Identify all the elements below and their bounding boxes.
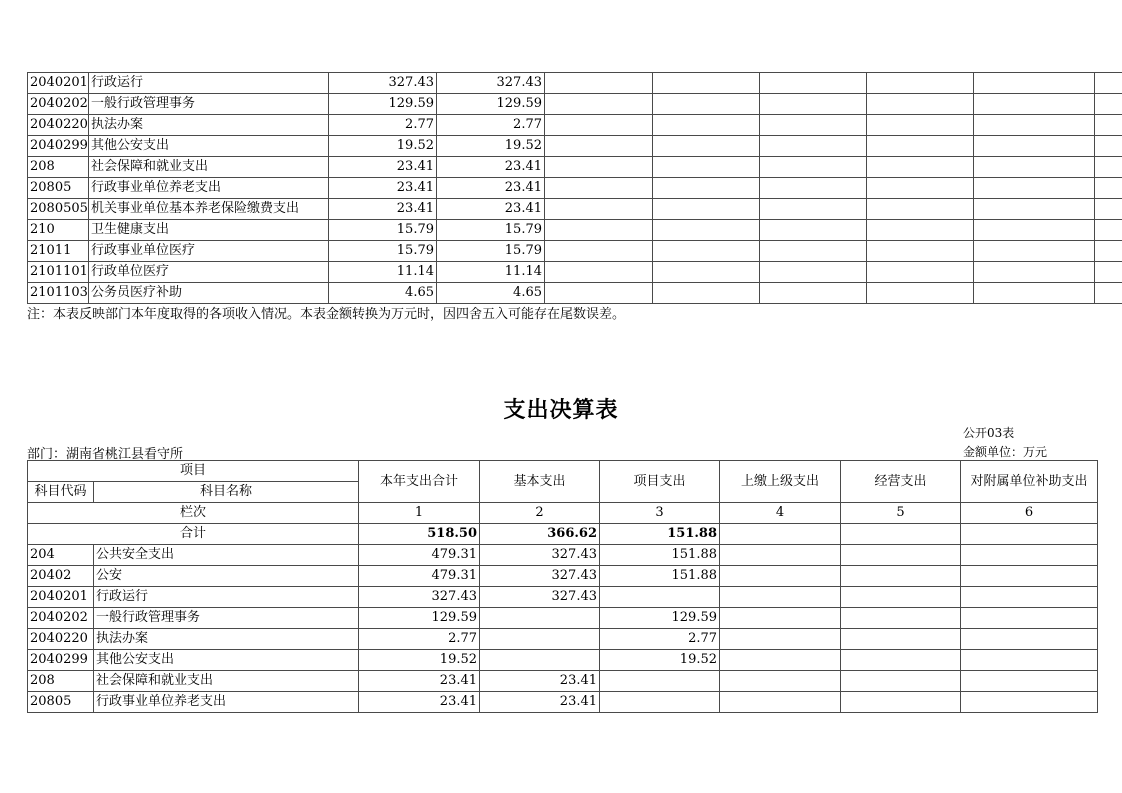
empty-cell	[545, 262, 653, 283]
empty-cell	[867, 94, 974, 115]
empty-cell	[867, 241, 974, 262]
empty-cell	[760, 136, 867, 157]
empty-cell	[720, 587, 841, 608]
empty-cell	[961, 566, 1098, 587]
empty-cell	[545, 178, 653, 199]
empty-cell	[867, 283, 974, 304]
empty-cell	[867, 178, 974, 199]
empty-cell	[974, 262, 1095, 283]
empty-cell	[974, 136, 1095, 157]
empty-cell	[760, 178, 867, 199]
table-row	[28, 608, 1098, 629]
col-number: 2	[480, 503, 600, 524]
empty-cell	[841, 587, 961, 608]
empty-cell	[867, 136, 974, 157]
subject-code: 210	[28, 220, 89, 241]
subject-name: 一般行政管理事务	[89, 94, 329, 115]
subject-name: 行政运行	[94, 587, 359, 608]
amount-cell: 23.41	[329, 178, 437, 199]
total-cell: 479.31	[359, 545, 480, 566]
empty-cell	[974, 220, 1095, 241]
empty-cell	[974, 157, 1095, 178]
table-row	[28, 566, 1098, 587]
empty-cell	[867, 157, 974, 178]
table-row	[28, 157, 1122, 178]
empty-cell	[974, 94, 1095, 115]
total-cell: 327.43	[359, 587, 480, 608]
amount-cell: 23.41	[329, 157, 437, 178]
amount-cell: 23.41	[437, 178, 545, 199]
empty-cell	[961, 650, 1098, 671]
empty-cell	[974, 283, 1095, 304]
header-project: 项目支出	[600, 461, 720, 503]
basic-cell	[480, 650, 600, 671]
page-title: 支出决算表	[503, 397, 619, 423]
empty-cell	[760, 73, 867, 94]
empty-cell	[653, 199, 760, 220]
empty-cell	[1095, 283, 1122, 304]
empty-cell	[720, 545, 841, 566]
subject-code: 2080505	[28, 199, 89, 220]
subject-code: 2040201	[28, 73, 89, 94]
table-row	[28, 671, 1098, 692]
amount-cell: 23.41	[329, 199, 437, 220]
empty-cell	[760, 199, 867, 220]
project-cell: 19.52	[600, 650, 720, 671]
empty-cell	[720, 671, 841, 692]
subject-name: 社会保障和就业支出	[89, 157, 329, 178]
empty-cell	[1095, 241, 1122, 262]
subject-code: 208	[28, 157, 89, 178]
basic-cell: 23.41	[480, 671, 600, 692]
sum-upper	[720, 524, 841, 545]
empty-cell	[545, 115, 653, 136]
empty-cell	[841, 608, 961, 629]
empty-cell	[841, 650, 961, 671]
table-row	[28, 692, 1098, 713]
table-row	[28, 629, 1098, 650]
empty-cell	[545, 73, 653, 94]
project-cell: 151.88	[600, 545, 720, 566]
col-number: 3	[600, 503, 720, 524]
subject-name: 公务员医疗补助	[89, 283, 329, 304]
empty-cell	[760, 157, 867, 178]
subject-code: 2040202	[28, 608, 94, 629]
empty-cell	[841, 566, 961, 587]
subject-name: 行政事业单位医疗	[89, 241, 329, 262]
empty-cell	[720, 608, 841, 629]
subject-code: 2040220	[28, 629, 94, 650]
empty-cell	[961, 629, 1098, 650]
empty-cell	[1095, 262, 1122, 283]
empty-cell	[867, 262, 974, 283]
empty-cell	[653, 115, 760, 136]
table-row	[28, 73, 1122, 94]
subject-name: 一般行政管理事务	[94, 608, 359, 629]
project-cell: 2.77	[600, 629, 720, 650]
header-item: 项目	[28, 461, 359, 482]
total-cell: 23.41	[359, 692, 480, 713]
empty-cell	[653, 178, 760, 199]
empty-cell	[545, 283, 653, 304]
header-code: 科目代码	[28, 482, 94, 503]
table-row	[28, 136, 1122, 157]
empty-cell	[1095, 178, 1122, 199]
empty-cell	[961, 587, 1098, 608]
amount-cell: 327.43	[329, 73, 437, 94]
header-total: 本年支出合计	[359, 461, 480, 503]
header-business: 经营支出	[841, 461, 961, 503]
expense-table	[27, 460, 1098, 713]
subject-code: 2040201	[28, 587, 94, 608]
subject-name: 公共安全支出	[94, 545, 359, 566]
project-cell	[600, 692, 720, 713]
amount-cell: 15.79	[437, 241, 545, 262]
table-row	[28, 241, 1122, 262]
empty-cell	[760, 115, 867, 136]
basic-cell: 23.41	[480, 692, 600, 713]
table-row	[28, 283, 1122, 304]
empty-cell	[867, 73, 974, 94]
sum-total: 518.50	[359, 524, 480, 545]
empty-cell	[653, 73, 760, 94]
amount-cell: 4.65	[329, 283, 437, 304]
col-number: 5	[841, 503, 961, 524]
project-cell: 151.88	[600, 566, 720, 587]
empty-cell	[760, 262, 867, 283]
empty-cell	[1095, 220, 1122, 241]
amount-cell: 23.41	[437, 199, 545, 220]
basic-cell: 327.43	[480, 587, 600, 608]
sum-basic: 366.62	[480, 524, 600, 545]
empty-cell	[720, 650, 841, 671]
department-label: 部门：湖南省桃江县看守所	[27, 447, 184, 462]
amount-cell: 15.79	[329, 241, 437, 262]
subject-code: 2101103	[28, 283, 89, 304]
empty-cell	[545, 157, 653, 178]
subject-name: 行政运行	[89, 73, 329, 94]
total-cell: 23.41	[359, 671, 480, 692]
col-number: 1	[359, 503, 480, 524]
col-number: 6	[961, 503, 1098, 524]
subject-name: 机关事业单位基本养老保险缴费支出	[89, 199, 329, 220]
subject-name: 其他公安支出	[89, 136, 329, 157]
amount-cell: 11.14	[329, 262, 437, 283]
amount-cell: 23.41	[437, 157, 545, 178]
subject-code: 2040202	[28, 94, 89, 115]
income-table	[27, 72, 1122, 304]
subject-code: 20805	[28, 692, 94, 713]
table-row	[28, 587, 1098, 608]
empty-cell	[1095, 94, 1122, 115]
header-col-index: 栏次	[28, 503, 359, 524]
subject-name: 卫生健康支出	[89, 220, 329, 241]
table-row	[28, 94, 1122, 115]
empty-cell	[653, 283, 760, 304]
sum-project: 151.88	[600, 524, 720, 545]
empty-cell	[760, 283, 867, 304]
empty-cell	[1095, 115, 1122, 136]
empty-cell	[974, 199, 1095, 220]
header-basic: 基本支出	[480, 461, 600, 503]
amount-unit: 金额单位：万元	[963, 445, 1048, 459]
subject-name: 其他公安支出	[94, 650, 359, 671]
empty-cell	[760, 94, 867, 115]
table-row	[28, 178, 1122, 199]
subject-code: 2040299	[28, 650, 94, 671]
empty-cell	[653, 220, 760, 241]
empty-cell	[760, 241, 867, 262]
empty-cell	[653, 157, 760, 178]
empty-cell	[760, 220, 867, 241]
header-subsidy: 对附属单位补助支出	[961, 461, 1098, 503]
subject-code: 20402	[28, 566, 94, 587]
header-name: 科目名称	[94, 482, 359, 503]
subject-name: 行政事业单位养老支出	[94, 692, 359, 713]
amount-cell: 2.77	[329, 115, 437, 136]
subject-name: 行政事业单位养老支出	[89, 178, 329, 199]
empty-cell	[974, 115, 1095, 136]
empty-cell	[974, 241, 1095, 262]
empty-cell	[545, 94, 653, 115]
amount-cell: 19.52	[437, 136, 545, 157]
empty-cell	[961, 671, 1098, 692]
empty-cell	[961, 608, 1098, 629]
subject-code: 208	[28, 671, 94, 692]
empty-cell	[841, 692, 961, 713]
subject-name: 社会保障和就业支出	[94, 671, 359, 692]
empty-cell	[653, 94, 760, 115]
empty-cell	[867, 220, 974, 241]
sum-row	[28, 524, 1098, 545]
col-number: 4	[720, 503, 841, 524]
empty-cell	[841, 545, 961, 566]
empty-cell	[974, 73, 1095, 94]
table-row	[28, 220, 1122, 241]
subject-code: 21011	[28, 241, 89, 262]
sum-subsidy	[961, 524, 1098, 545]
sum-label: 合计	[28, 524, 359, 545]
table-row	[28, 199, 1122, 220]
empty-cell	[545, 136, 653, 157]
total-cell: 19.52	[359, 650, 480, 671]
subject-code: 2040220	[28, 115, 89, 136]
table-row	[28, 262, 1122, 283]
empty-cell	[1095, 73, 1122, 94]
subject-code: 20805	[28, 178, 89, 199]
amount-cell: 129.59	[329, 94, 437, 115]
empty-cell	[653, 241, 760, 262]
empty-cell	[1095, 136, 1122, 157]
income-note: 注：本表反映部门本年度取得的各项收入情况。本表金额转换为万元时，因四舍五入可能存在尾数误差。	[27, 307, 626, 322]
subject-code: 204	[28, 545, 94, 566]
total-cell: 2.77	[359, 629, 480, 650]
table-row	[28, 115, 1122, 136]
subject-name: 公安	[94, 566, 359, 587]
empty-cell	[653, 136, 760, 157]
empty-cell	[1095, 199, 1122, 220]
empty-cell	[545, 199, 653, 220]
empty-cell	[545, 220, 653, 241]
empty-cell	[841, 671, 961, 692]
table-row	[28, 650, 1098, 671]
amount-cell: 4.65	[437, 283, 545, 304]
table-row	[28, 545, 1098, 566]
empty-cell	[841, 629, 961, 650]
header-upper: 上缴上级支出	[720, 461, 841, 503]
table-number: 公开03表	[963, 426, 1015, 440]
subject-code: 2101101	[28, 262, 89, 283]
sum-business	[841, 524, 961, 545]
empty-cell	[720, 566, 841, 587]
amount-cell: 129.59	[437, 94, 545, 115]
amount-cell: 2.77	[437, 115, 545, 136]
total-cell: 129.59	[359, 608, 480, 629]
empty-cell	[867, 115, 974, 136]
amount-cell: 327.43	[437, 73, 545, 94]
empty-cell	[720, 692, 841, 713]
subject-code: 2040299	[28, 136, 89, 157]
amount-cell: 11.14	[437, 262, 545, 283]
empty-cell	[961, 692, 1098, 713]
empty-cell	[1095, 157, 1122, 178]
empty-cell	[867, 199, 974, 220]
empty-cell	[545, 241, 653, 262]
basic-cell: 327.43	[480, 566, 600, 587]
empty-cell	[720, 629, 841, 650]
amount-cell: 19.52	[329, 136, 437, 157]
total-cell: 479.31	[359, 566, 480, 587]
subject-name: 执法办案	[94, 629, 359, 650]
empty-cell	[653, 262, 760, 283]
amount-cell: 15.79	[329, 220, 437, 241]
amount-cell: 15.79	[437, 220, 545, 241]
subject-name: 执法办案	[89, 115, 329, 136]
empty-cell	[974, 178, 1095, 199]
project-cell: 129.59	[600, 608, 720, 629]
project-cell	[600, 671, 720, 692]
subject-name: 行政单位医疗	[89, 262, 329, 283]
basic-cell: 327.43	[480, 545, 600, 566]
basic-cell	[480, 608, 600, 629]
empty-cell	[961, 545, 1098, 566]
basic-cell	[480, 629, 600, 650]
project-cell	[600, 587, 720, 608]
